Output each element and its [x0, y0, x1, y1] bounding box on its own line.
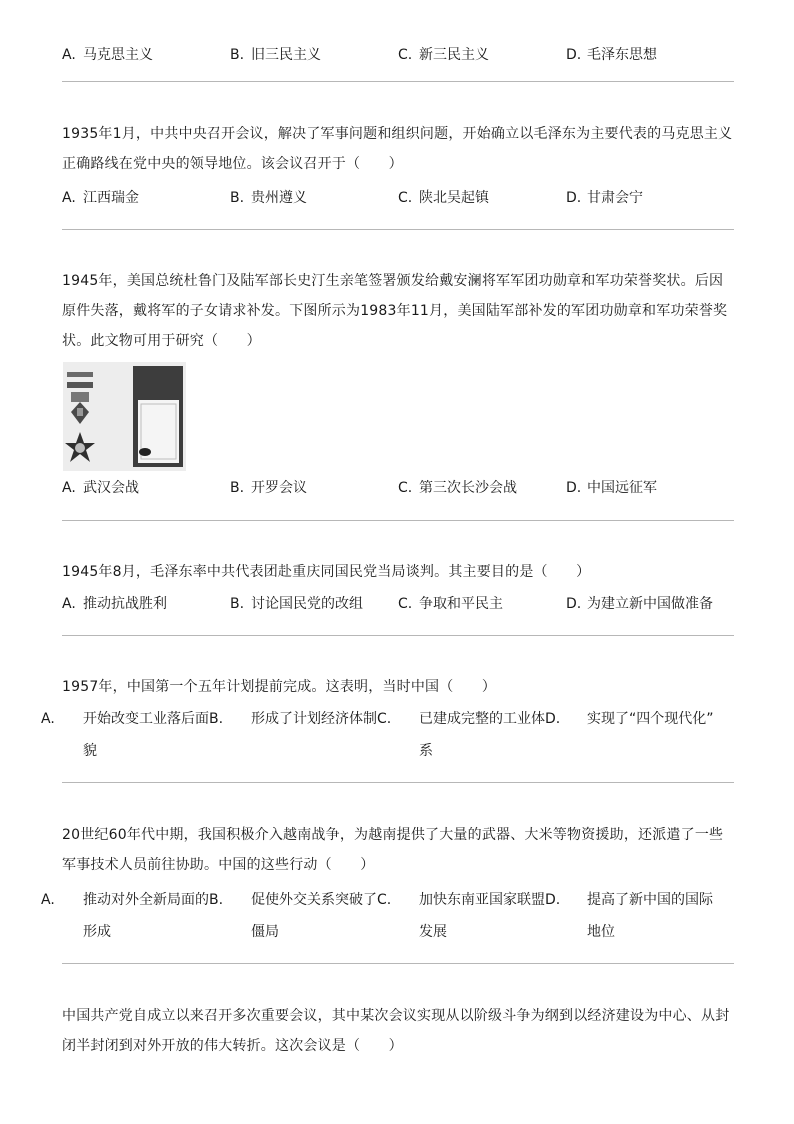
q1-option-c[interactable]: [398, 40, 558, 70]
q6-option-c[interactable]: [377, 884, 556, 948]
divider: [62, 520, 734, 521]
option-text: 推动抗战胜利: [83, 596, 167, 612]
option-text: 中国远征军: [587, 480, 657, 496]
q6-option-d[interactable]: [545, 884, 724, 948]
q3-option-b[interactable]: [230, 473, 390, 503]
option-text: 武汉会战: [83, 480, 139, 496]
option-label: A.: [62, 596, 76, 612]
option-text: 开始改变工业落后面貌: [83, 711, 209, 759]
divider: [62, 963, 734, 964]
q1-options: [62, 40, 734, 70]
option-label: A.: [62, 480, 76, 496]
option-label: A.: [41, 892, 55, 908]
option-text: 推动对外全新局面的形成: [83, 892, 209, 940]
option-text: 实现了“四个现代化”: [587, 711, 714, 727]
option-label: D.: [545, 711, 561, 727]
q2-option-b[interactable]: [230, 183, 390, 213]
q5-option-c[interactable]: [377, 703, 556, 767]
option-label: C.: [398, 190, 413, 206]
option-label: C.: [398, 596, 413, 612]
option-text: 旧三民主义: [251, 47, 321, 63]
q4-option-b[interactable]: [230, 589, 390, 619]
option-text: 开罗会议: [251, 480, 307, 496]
q3-option-c[interactable]: [398, 473, 558, 503]
question-stem: 中国共产党自成立以来召开多次重要会议，其中某次会议实现从以阶级斗争为纲到以经济建设为中心、从封闭半封闭到对外开放的伟大转折。这次会议是（ ）: [62, 1008, 730, 1054]
divider: [62, 81, 734, 82]
q5-option-b[interactable]: [209, 703, 388, 735]
q3-options: [62, 473, 734, 503]
question-stem: 1945年，美国总统杜鲁门及陆军部长史汀生亲笔签署颁发给戴安澜将军军团功勋章和军功荣誉奖状。后因原件失落，戴将军的子女请求补发。下图所示为1983年11月，美国陆军部补发的军团功勋章和军功荣誉奖状。此文物可用于研究（ ）: [62, 273, 728, 349]
question-stem: 20世纪60年代中期，我国积极介入越南战争，为越南提供了大量的武器、大米等物资援助，还派遣了一些军事技术人员前往协助。中国的这些行动（ ）: [62, 827, 724, 873]
option-label: D.: [566, 47, 582, 63]
option-label: B.: [230, 47, 245, 63]
option-text: 加快东南亚国家联盟发展: [419, 892, 545, 940]
option-text: 促使外交关系突破了僵局: [251, 892, 377, 940]
medal-certificate-photo: [63, 362, 186, 471]
option-text: 争取和平民主: [419, 596, 503, 612]
option-text: 已建成完整的工业体系: [419, 711, 545, 759]
q2-option-a[interactable]: [62, 183, 222, 213]
option-label: D.: [545, 892, 561, 908]
option-text: 提高了新中国的国际地位: [587, 892, 713, 940]
q3-option-d[interactable]: [566, 473, 726, 503]
option-text: 贵州遵义: [251, 190, 307, 206]
q6-option-a[interactable]: [41, 884, 220, 948]
option-label: D.: [566, 190, 582, 206]
q4-option-d[interactable]: [566, 589, 726, 619]
option-text: 陕北吴起镇: [419, 190, 489, 206]
option-text: 甘肃会宁: [587, 190, 643, 206]
option-label: A.: [41, 711, 55, 727]
option-text: 形成了计划经济体制: [251, 711, 377, 727]
option-label: B.: [209, 892, 224, 908]
divider: [62, 782, 734, 783]
option-label: D.: [566, 480, 582, 496]
option-label: C.: [398, 47, 413, 63]
option-label: B.: [230, 190, 245, 206]
divider: [62, 635, 734, 636]
medal-certificate-image: [63, 362, 186, 471]
option-text: 毛泽东思想: [587, 47, 657, 63]
question-stem: 1957年，中国第一个五年计划提前完成。这表明，当时中国（ ）: [62, 679, 497, 695]
q6-option-b[interactable]: [209, 884, 388, 948]
q3-option-a[interactable]: [62, 473, 222, 503]
question-stem: 1935年1月，中共中央召开会议，解决了军事问题和组织问题，开始确立以毛泽东为主要代表的马克思主义正确路线在党中央的领导地位。该会议召开于（ ）: [62, 126, 733, 172]
q4-option-c[interactable]: [398, 589, 558, 619]
option-text: 为建立新中国做准备: [587, 596, 713, 612]
option-label: C.: [398, 480, 413, 496]
divider: [62, 229, 734, 230]
option-label: B.: [230, 596, 245, 612]
option-label: B.: [230, 480, 245, 496]
option-text: 江西瑞金: [83, 190, 139, 206]
q2-option-d[interactable]: [566, 183, 726, 213]
q5-option-d[interactable]: [545, 703, 724, 735]
option-text: 新三民主义: [419, 47, 489, 63]
option-label: A.: [62, 190, 76, 206]
option-label: B.: [209, 711, 224, 727]
q4-option-a[interactable]: [62, 589, 222, 619]
q2-option-c[interactable]: [398, 183, 558, 213]
option-label: C.: [377, 711, 392, 727]
q1-option-a[interactable]: [62, 40, 222, 70]
q6-options: [41, 884, 734, 940]
q4-options: [62, 589, 734, 619]
option-text: 马克思主义: [83, 47, 153, 63]
option-label: A.: [62, 47, 76, 63]
q1-option-b[interactable]: [230, 40, 390, 70]
option-text: 讨论国民党的改组: [251, 596, 363, 612]
option-text: 第三次长沙会战: [419, 480, 517, 496]
q1-option-d[interactable]: [566, 40, 726, 70]
q2-options: [62, 183, 734, 213]
option-label: C.: [377, 892, 392, 908]
question-stem: 1945年8月，毛泽东率中共代表团赴重庆同国民党当局谈判。其主要目的是（ ）: [62, 564, 591, 580]
option-label: D.: [566, 596, 582, 612]
q5-option-a[interactable]: [41, 703, 220, 767]
q5-options: [41, 703, 734, 759]
